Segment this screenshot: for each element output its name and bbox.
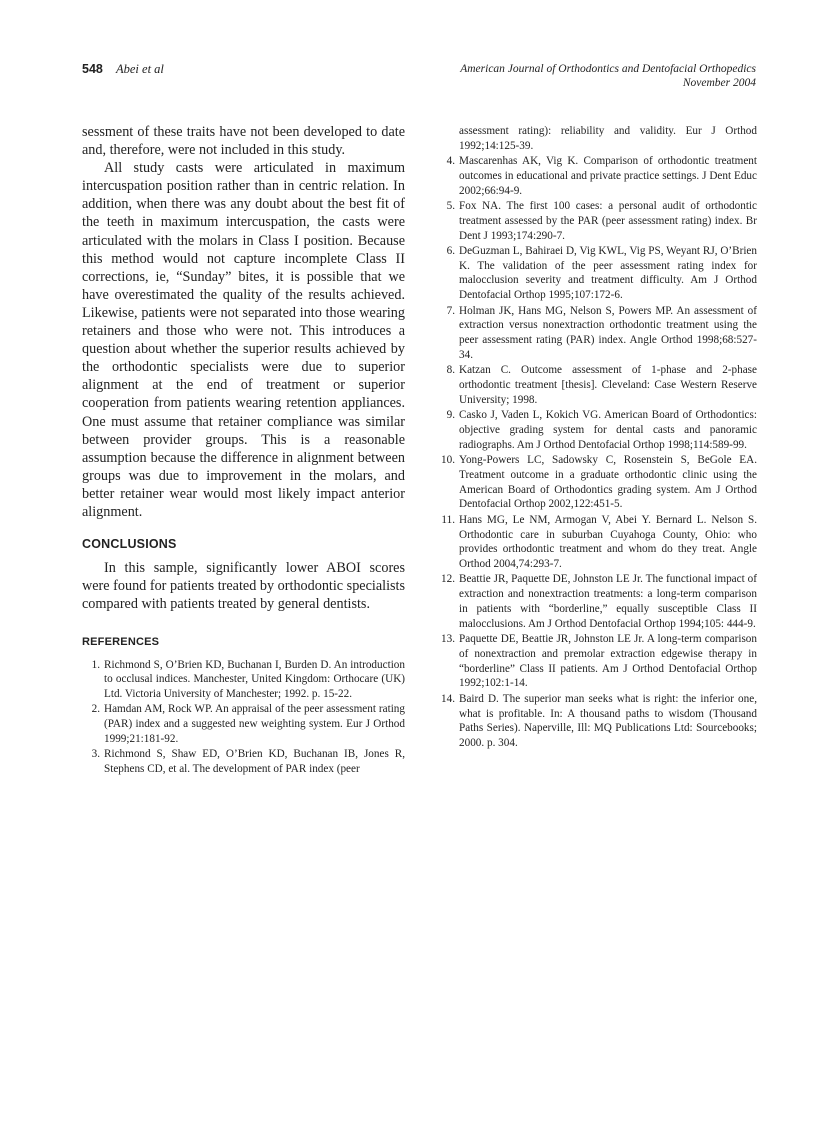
body-paragraph: sessment of these traits have not been developed to date and, therefore, were not included in this study. bbox=[82, 124, 405, 159]
references-heading: REFERENCES bbox=[82, 636, 160, 649]
reference-item: 2. Hamdan AM, Rock WP. An appraisal of the peer assessment rating (PAR) index and a suggested new weighting system. Eur J Orthod 1999;21:181-92. bbox=[91, 703, 405, 746]
reference-item: 8. Katzan C. Outcome assessment of 1-phase and 2-phase orthodontic treatment [thesis]. Cleveland: Case Western Reserve University; 1998. bbox=[446, 364, 757, 406]
right-column bbox=[441, 124, 757, 751]
references-list-left bbox=[82, 658, 405, 777]
page-header bbox=[82, 62, 756, 102]
reference-item: 7. Holman JK, Hans MG, Nelson S, Powers MP. An assessment of extraction versus nonextraction orthodontic treatment using the peer assessment rating (PAR) index. Angle Orthod 1998;68:527-34. bbox=[446, 304, 757, 361]
reference-continuation: assessment rating): reliability and validity. Eur J Orthod 1992;14:125-39. bbox=[459, 125, 757, 152]
running-authors: Abei et al bbox=[116, 62, 164, 76]
conclusions-heading: CONCLUSIONS bbox=[82, 537, 177, 552]
issue-date: November 2004 bbox=[682, 77, 756, 89]
page-number: 548 bbox=[82, 62, 103, 76]
reference-item: 1. Richmond S, O’Brien KD, Buchanan I, Burden D. An introduction to occlusal indices. Manchester, United Kingdom: Orthocare (UK) Ltd. Victoria University of Manchester; 1992. p. 15-22. bbox=[91, 658, 405, 701]
reference-item: 6. DeGuzman L, Bahiraei D, Vig KWL, Vig PS, Weyant RJ, O’Brien K. The validation of the peer assessment rating index for malocclusion severity and treatment difficulty. Am J Orthod Dentofacial Orthop 1995;107:172-6. bbox=[446, 244, 757, 302]
reference-item: 4. Mascarenhas AK, Vig K. Comparison of orthodontic treatment outcomes in educational and private practice settings. J Dent Educ 2002;66:94-9. bbox=[446, 155, 757, 197]
reference-item: 9. Casko J, Vaden L, Kokich VG. American Board of Orthodontics: objective grading system for dental casts and panoramic radiographs. Am J Orthod Dentofacial Orthop 1998;114:589-99. bbox=[446, 409, 757, 451]
reference-item: 13. Paquette DE, Beattie JR, Johnston LE Jr. A long-term comparison of nonextraction and premolar extraction edgewise therapy in “borderline” Class II patients. Am J Orthod Dentofacial Orthop 1992;102:1-14. bbox=[441, 633, 757, 690]
journal-info bbox=[460, 62, 756, 90]
reference-item: 5. Fox NA. The first 100 cases: a personal audit of orthodontic treatment assessed by the PAR (peer assessment rating) index. Br Dent J 1993;174:290-7. bbox=[446, 199, 757, 242]
references-list-right bbox=[441, 124, 757, 751]
reference-item: 11. Hans MG, Le NM, Armogan V, Abei Y. Bernard L. Nelson S. Orthodontic care in suburban Cuyahoga County, Ohio: who provides orthodontic treatment and whom do they treat. Angle Orthod 2004,74:293-7. bbox=[441, 513, 757, 571]
conclusions-paragraph: In this sample, significantly lower ABOI scores were found for patients treated by orthodontic specialists compared with patients treated by general dentists. bbox=[82, 560, 405, 613]
reference-item: 3. Richmond S, Shaw ED, O’Brien KD, Buchanan IB, Jones R, Stephens CD, et al. The development of PAR index (peer bbox=[91, 748, 405, 776]
reference-item: 12. Beattie JR, Paquette DE, Johnston LE Jr. The functional impact of extraction and nonextraction treatments: a long-term comparison in patients with “borderline,” equally susceptible Class II malocclusions. Am J Orthod Dentofacial Orthop 1994;105: 444-9. bbox=[441, 573, 757, 630]
journal-title: American Journal of Orthodontics and Dentofacial Orthopedics bbox=[460, 63, 756, 75]
left-column bbox=[82, 123, 405, 777]
body-paragraph: All study casts were articulated in maximum intercuspation position rather than in centric relation. In addition, when there was any doubt about the best fit of the teeth in maximum intercuspation, the casts were articulated with the molars in Class I position. Because this method would not capture incomplete Class II corrections, ie, “Sunday” bites, it is possible that we have overestimated the quality of the results achieved. Likewise, patients were not separated into those wearing retainers and those who were not. This introduces a question about whether the superior results achieved by the orthodontic specialists were due to superior alignment at the end of treatment or superior cooperation from patients wearing retention appliances. One must assume that retainer compliance was similar between provider groups. This is a reasonable assumption because the difference in alignment between groups was due to improvement in the molars, and better retainer wear would most likely impact anterior alignment. bbox=[82, 160, 405, 520]
reference-item: 14. Baird D. The superior man seeks what is right: the inferior one, what is profitable. In: A thousand paths to wisdom (Thousand Paths Series). Naperville, Ill: MQ Publications Ltd: Sourcebooks; 2000. p. 304. bbox=[441, 692, 757, 750]
reference-item: 10. Yong-Powers LC, Sadowsky C, Rosenstein S, BeGole EA. Treatment outcome in a graduate orthodontic clinic using the American Board of Orthodontics grading system. Am J Orthod Dentofacial Orthop 2002,122:451-5. bbox=[441, 454, 757, 511]
